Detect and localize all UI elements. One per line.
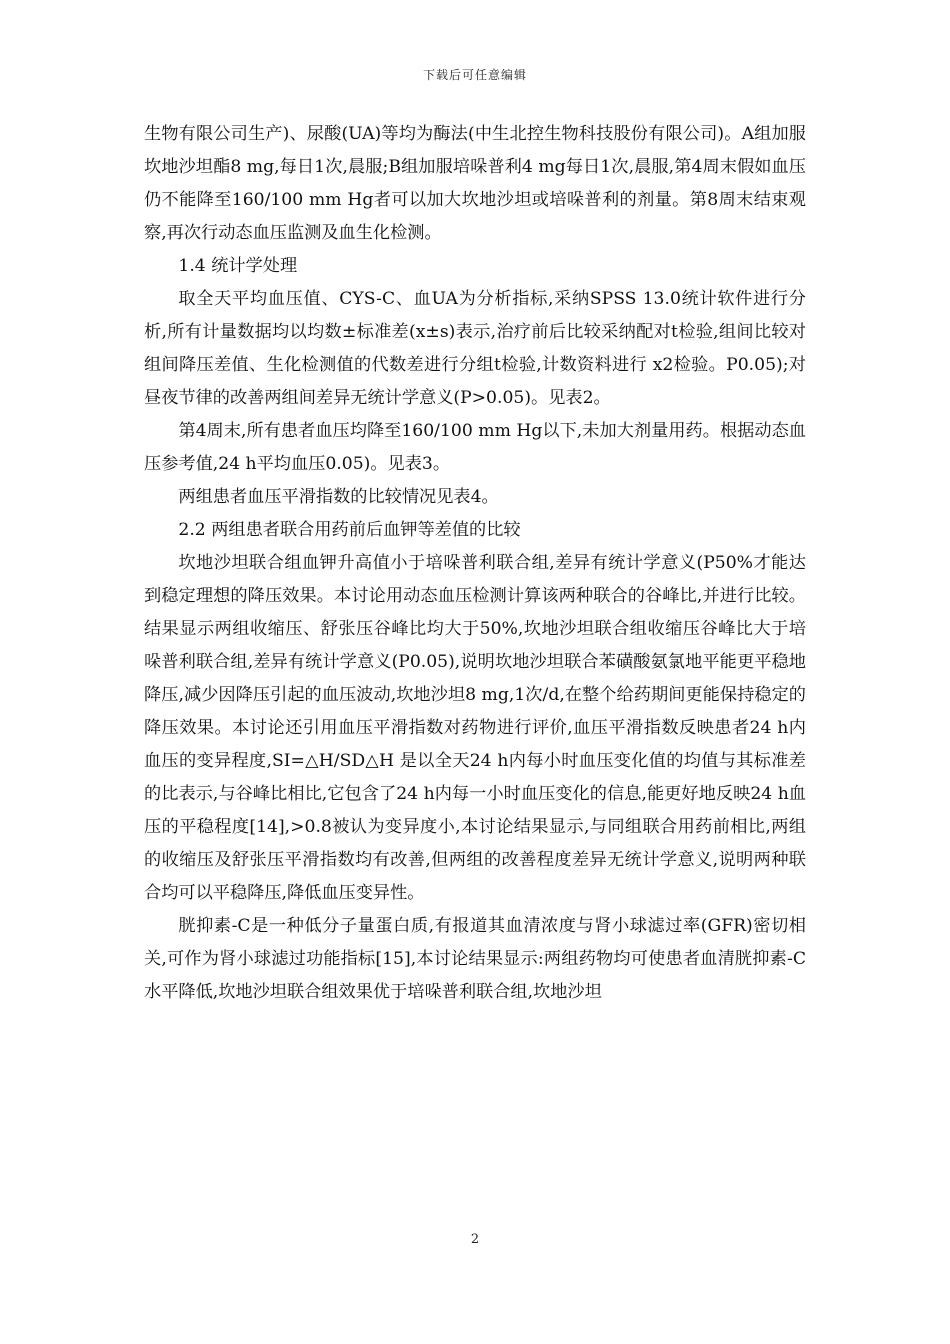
paragraph-smoothness-index: 两组患者血压平滑指数的比较情况见表4。 — [178, 487, 499, 507]
paragraph-statistics: 取全天平均血压值、CYS-C、血UA为分析指标,采纳SPSS 13.0统计软件进行分析,所有计量数据均以均数±标准差(x±s)表示,治疗前后比较采纳配对t检验,组间比较对组间降压差值、生化检测值的代数差进行分组t检验,计数资料进行 x2检验。P0.05);对昼夜节律的改善两组间差异无统计学意义(P>0.05)。见表2。 — [144, 289, 806, 408]
paragraph-discussion-cystatin: 胱抑素-C是一种低分子量蛋白质,有报道其血清浓度与肾小球滤过率(GFR)密切相关,可作为肾小球滤过功能指标[15],本讨论结果显示:两组药物均可使患者血清胱抑素-C水平降低,坎地沙坦联合组效果优于培哚普利联合组,坎地沙坦 — [144, 916, 806, 1002]
paragraph-discussion-trough-peak: 坎地沙坦联合组血钾升高值小于培哚普利联合组,差异有统计学意义(P50%才能达到稳定理想的降压效果。本讨论用动态血压检测计算该两种联合的谷峰比,并进行比较。结果显示两组收缩压、舒张压谷峰比均大于50%,坎地沙坦联合组收缩压谷峰比大于培哚普利联合组,差异有统计学意义(P0.05),说明坎地沙坦联合苯磺酸氨氯地平能更平稳地降压,减少因降压引起的血压波动,坎地沙坦8 mg,1次/d,在整个给药期间更能保持稳定的降压效果。本讨论还引用血压平滑指数对药物进行评价,血压平滑指数反映患者24 h内血压的变异程度,SI=△H/SD△H 是以全天24 h内每小时血压变化值的均值与其标准差的比表示,与谷峰比相比,它包含了24 h内每一小时血压变化的信息,能更好地反映24 h血压的平稳程度[14],>0.8被认为变异度小,本讨论结果显示,与同组联合用药前相比,两组的收缩压及舒张压平滑指数均有改善,但两组的改善程度差异无统计学意义,说明两种联合均可以平稳降压,降低血压变异性。 — [144, 553, 806, 903]
page-header: 下载后可任意编辑 — [422, 68, 527, 82]
section-heading-statistics: 1.4 统计学处理 — [178, 256, 298, 276]
page-number: 2 — [470, 1232, 480, 1247]
section-heading-potassium: 2.2 两组患者联合用药前后血钾等差值的比较 — [178, 520, 521, 540]
paragraph-week4-results: 第4周末,所有患者血压均降至160/100 mm Hg以下,未加大剂量用药。根据动态血压参考值,24 h平均血压0.05)。见表3。 — [144, 421, 806, 474]
document-body — [144, 118, 806, 1009]
paragraph-methods-continued: 生物有限公司生产)、尿酸(UA)等均为酶法(中生北控生物科技股份有限公司)。A组加服坎地沙坦酯8 mg,每日1次,晨服;B组加服培哚普利4 mg每日1次,晨服,第4周末假如血压仍不能降至160/100 mm Hg者可以加大坎地沙坦或培哚普利的剂量。第8周末结束观察,再次行动态血压监测及血生化检测。 — [144, 124, 806, 243]
